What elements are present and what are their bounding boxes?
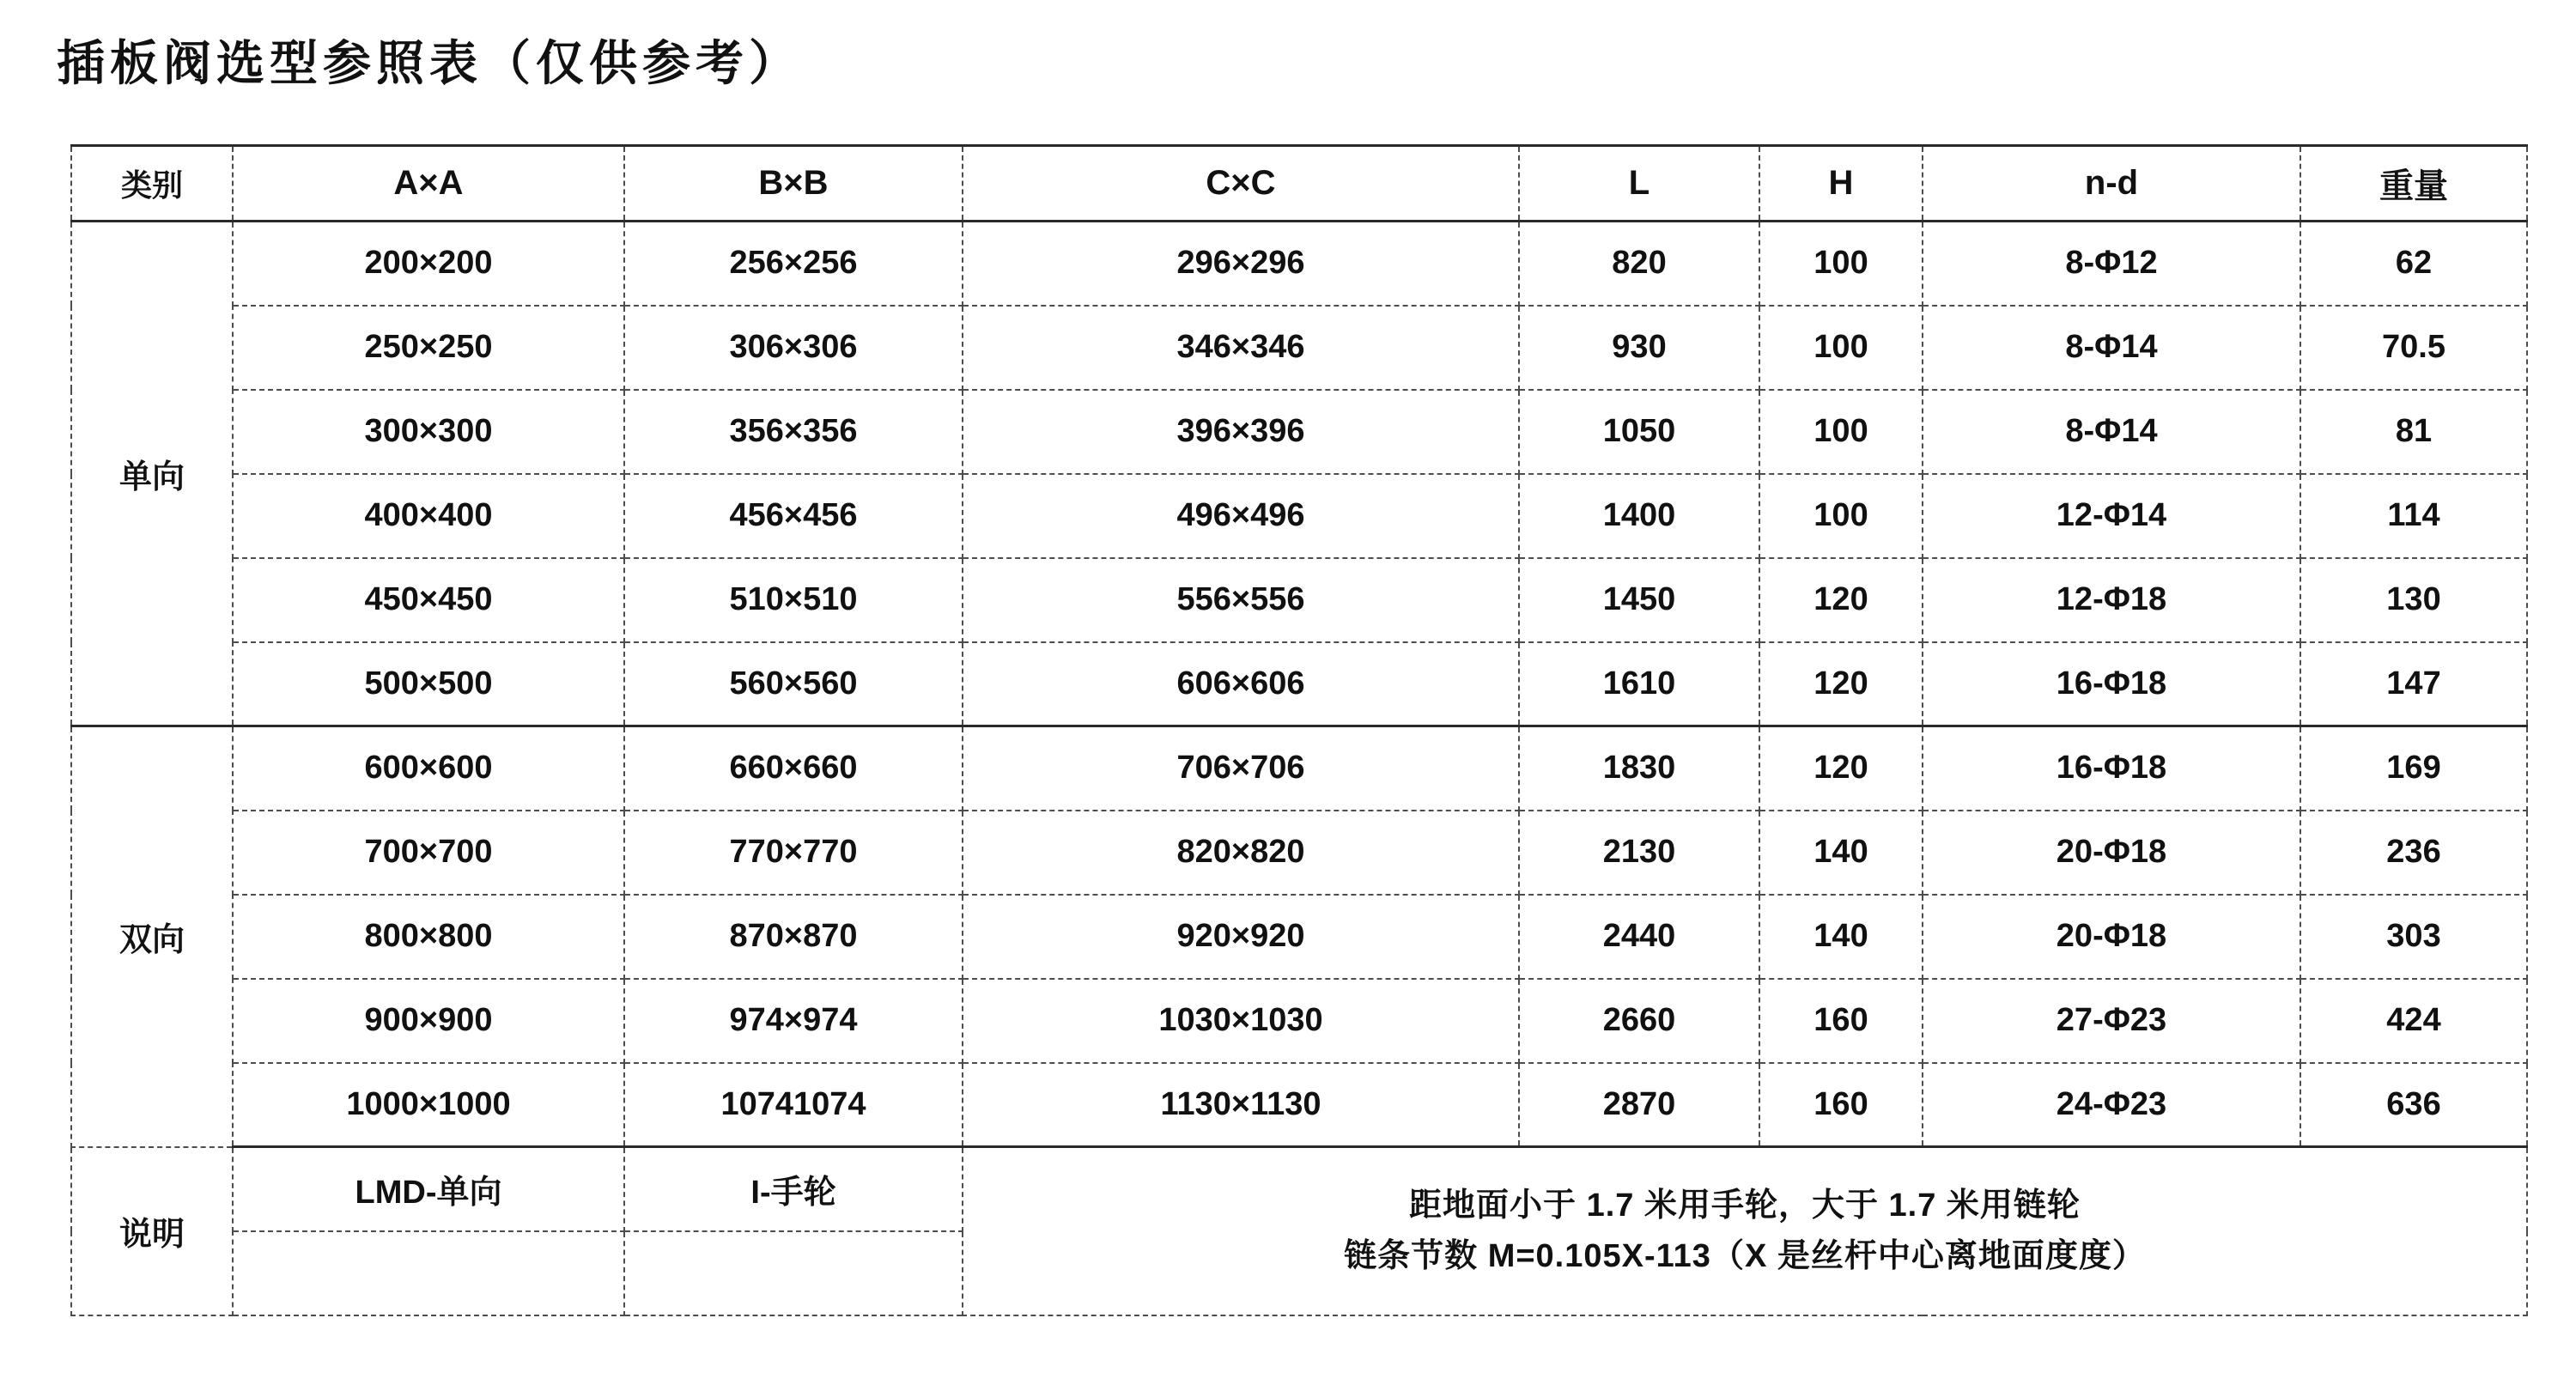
- cell-aa: 1000×1000: [233, 1063, 624, 1147]
- cell-l: 820: [1519, 222, 1759, 306]
- cell-weight: 70.5: [2300, 306, 2527, 390]
- table-row: [71, 642, 2527, 726]
- cell-bb: 10741074: [624, 1063, 963, 1147]
- cell-h: 160: [1759, 1063, 1923, 1147]
- cell-l: 1450: [1519, 558, 1759, 642]
- cell-l: 1610: [1519, 642, 1759, 726]
- table-row: [71, 1063, 2527, 1147]
- cell-nd: 24-Φ23: [1923, 1063, 2300, 1147]
- category-label-single: 单向: [71, 222, 233, 726]
- notes-label: 说明: [71, 1147, 233, 1315]
- cell-bb: 770×770: [624, 811, 963, 895]
- cell-bb: 256×256: [624, 222, 963, 306]
- cell-h: 100: [1759, 222, 1923, 306]
- cell-cc: 706×706: [963, 726, 1519, 811]
- cell-h: 120: [1759, 642, 1923, 726]
- table-row: [71, 811, 2527, 895]
- cell-h: 120: [1759, 558, 1923, 642]
- cell-aa: 500×500: [233, 642, 624, 726]
- category-label-double: 双向: [71, 726, 233, 1147]
- header-nd: n-d: [1923, 146, 2300, 222]
- cell-bb: 356×356: [624, 390, 963, 474]
- cell-aa: 200×200: [233, 222, 624, 306]
- table-row: [71, 474, 2527, 558]
- notes-line-1: 距地面小于 1.7 米用手轮，大于 1.7 米用链轮: [1409, 1187, 2081, 1224]
- cell-weight: 62: [2300, 222, 2527, 306]
- cell-cc: 496×496: [963, 474, 1519, 558]
- cell-aa: 900×900: [233, 979, 624, 1063]
- valve-selection-table: [70, 144, 2528, 1316]
- cell-nd: 20-Φ18: [1923, 811, 2300, 895]
- cell-cc: 1030×1030: [963, 979, 1519, 1063]
- cell-weight: 114: [2300, 474, 2527, 558]
- spec-table-wrapper: [70, 144, 2526, 1316]
- table-row: [71, 306, 2527, 390]
- cell-weight: 236: [2300, 811, 2527, 895]
- cell-cc: 556×556: [963, 558, 1519, 642]
- cell-cc: 396×396: [963, 390, 1519, 474]
- table-row: [71, 979, 2527, 1063]
- cell-aa: 600×600: [233, 726, 624, 811]
- cell-aa: 400×400: [233, 474, 624, 558]
- cell-cc: 346×346: [963, 306, 1519, 390]
- cell-nd: 27-Φ23: [1923, 979, 2300, 1063]
- header-weight: 重量: [2300, 146, 2527, 222]
- cell-cc: 820×820: [963, 811, 1519, 895]
- header-cc: C×C: [963, 146, 1519, 222]
- header-l: L: [1519, 146, 1759, 222]
- table-row: [71, 726, 2527, 811]
- cell-weight: 130: [2300, 558, 2527, 642]
- cell-bb: 306×306: [624, 306, 963, 390]
- cell-bb: 974×974: [624, 979, 963, 1063]
- cell-nd: 20-Φ18: [1923, 895, 2300, 979]
- cell-h: 100: [1759, 306, 1923, 390]
- cell-nd: 8-Φ14: [1923, 390, 2300, 474]
- cell-h: 160: [1759, 979, 1923, 1063]
- table-row: [71, 895, 2527, 979]
- cell-nd: 12-Φ18: [1923, 558, 2300, 642]
- cell-h: 140: [1759, 895, 1923, 979]
- cell-nd: 8-Φ12: [1923, 222, 2300, 306]
- cell-cc: 920×920: [963, 895, 1519, 979]
- cell-l: 930: [1519, 306, 1759, 390]
- cell-weight: 636: [2300, 1063, 2527, 1147]
- notes-text: [963, 1147, 2527, 1315]
- cell-cc: 606×606: [963, 642, 1519, 726]
- cell-aa: 700×700: [233, 811, 624, 895]
- cell-bb: 660×660: [624, 726, 963, 811]
- notes-line-2: 链条节数 M=0.105X-113（X 是丝杆中心离地面度度）: [1344, 1237, 2146, 1274]
- cell-h: 140: [1759, 811, 1923, 895]
- notes-row-top: [71, 1147, 2527, 1231]
- cell-l: 1400: [1519, 474, 1759, 558]
- table-row: [71, 558, 2527, 642]
- cell-l: 1830: [1519, 726, 1759, 811]
- cell-weight: 303: [2300, 895, 2527, 979]
- header-bb: B×B: [624, 146, 963, 222]
- cell-cc: 296×296: [963, 222, 1519, 306]
- header-h: H: [1759, 146, 1923, 222]
- cell-nd: 12-Φ14: [1923, 474, 2300, 558]
- cell-aa: 250×250: [233, 306, 624, 390]
- cell-l: 2130: [1519, 811, 1759, 895]
- cell-aa: 800×800: [233, 895, 624, 979]
- cell-aa: 450×450: [233, 558, 624, 642]
- table-row: [71, 390, 2527, 474]
- cell-h: 100: [1759, 474, 1923, 558]
- cell-l: 2870: [1519, 1063, 1759, 1147]
- cell-bb: 456×456: [624, 474, 963, 558]
- page-title: 插板阀选型参照表（仅供参考）: [57, 36, 802, 90]
- notes-type-b: I-手轮: [624, 1147, 963, 1231]
- header-aa: A×A: [233, 146, 624, 222]
- cell-weight: 169: [2300, 726, 2527, 811]
- cell-weight: 424: [2300, 979, 2527, 1063]
- cell-nd: 16-Φ18: [1923, 726, 2300, 811]
- cell-aa: 300×300: [233, 390, 624, 474]
- cell-l: 2440: [1519, 895, 1759, 979]
- cell-h: 120: [1759, 726, 1923, 811]
- cell-bb: 560×560: [624, 642, 963, 726]
- cell-bb: 510×510: [624, 558, 963, 642]
- cell-bb: 870×870: [624, 895, 963, 979]
- cell-weight: 147: [2300, 642, 2527, 726]
- table-row: [71, 222, 2527, 306]
- notes-blank-a: [233, 1231, 624, 1315]
- cell-weight: 81: [2300, 390, 2527, 474]
- header-category: 类别: [71, 146, 233, 222]
- cell-l: 2660: [1519, 979, 1759, 1063]
- cell-h: 100: [1759, 390, 1923, 474]
- cell-l: 1050: [1519, 390, 1759, 474]
- cell-nd: 8-Φ14: [1923, 306, 2300, 390]
- cell-cc: 1130×1130: [963, 1063, 1519, 1147]
- notes-type-a: LMD-单向: [233, 1147, 624, 1231]
- table-header-row: [71, 146, 2527, 222]
- notes-blank-b: [624, 1231, 963, 1315]
- cell-nd: 16-Φ18: [1923, 642, 2300, 726]
